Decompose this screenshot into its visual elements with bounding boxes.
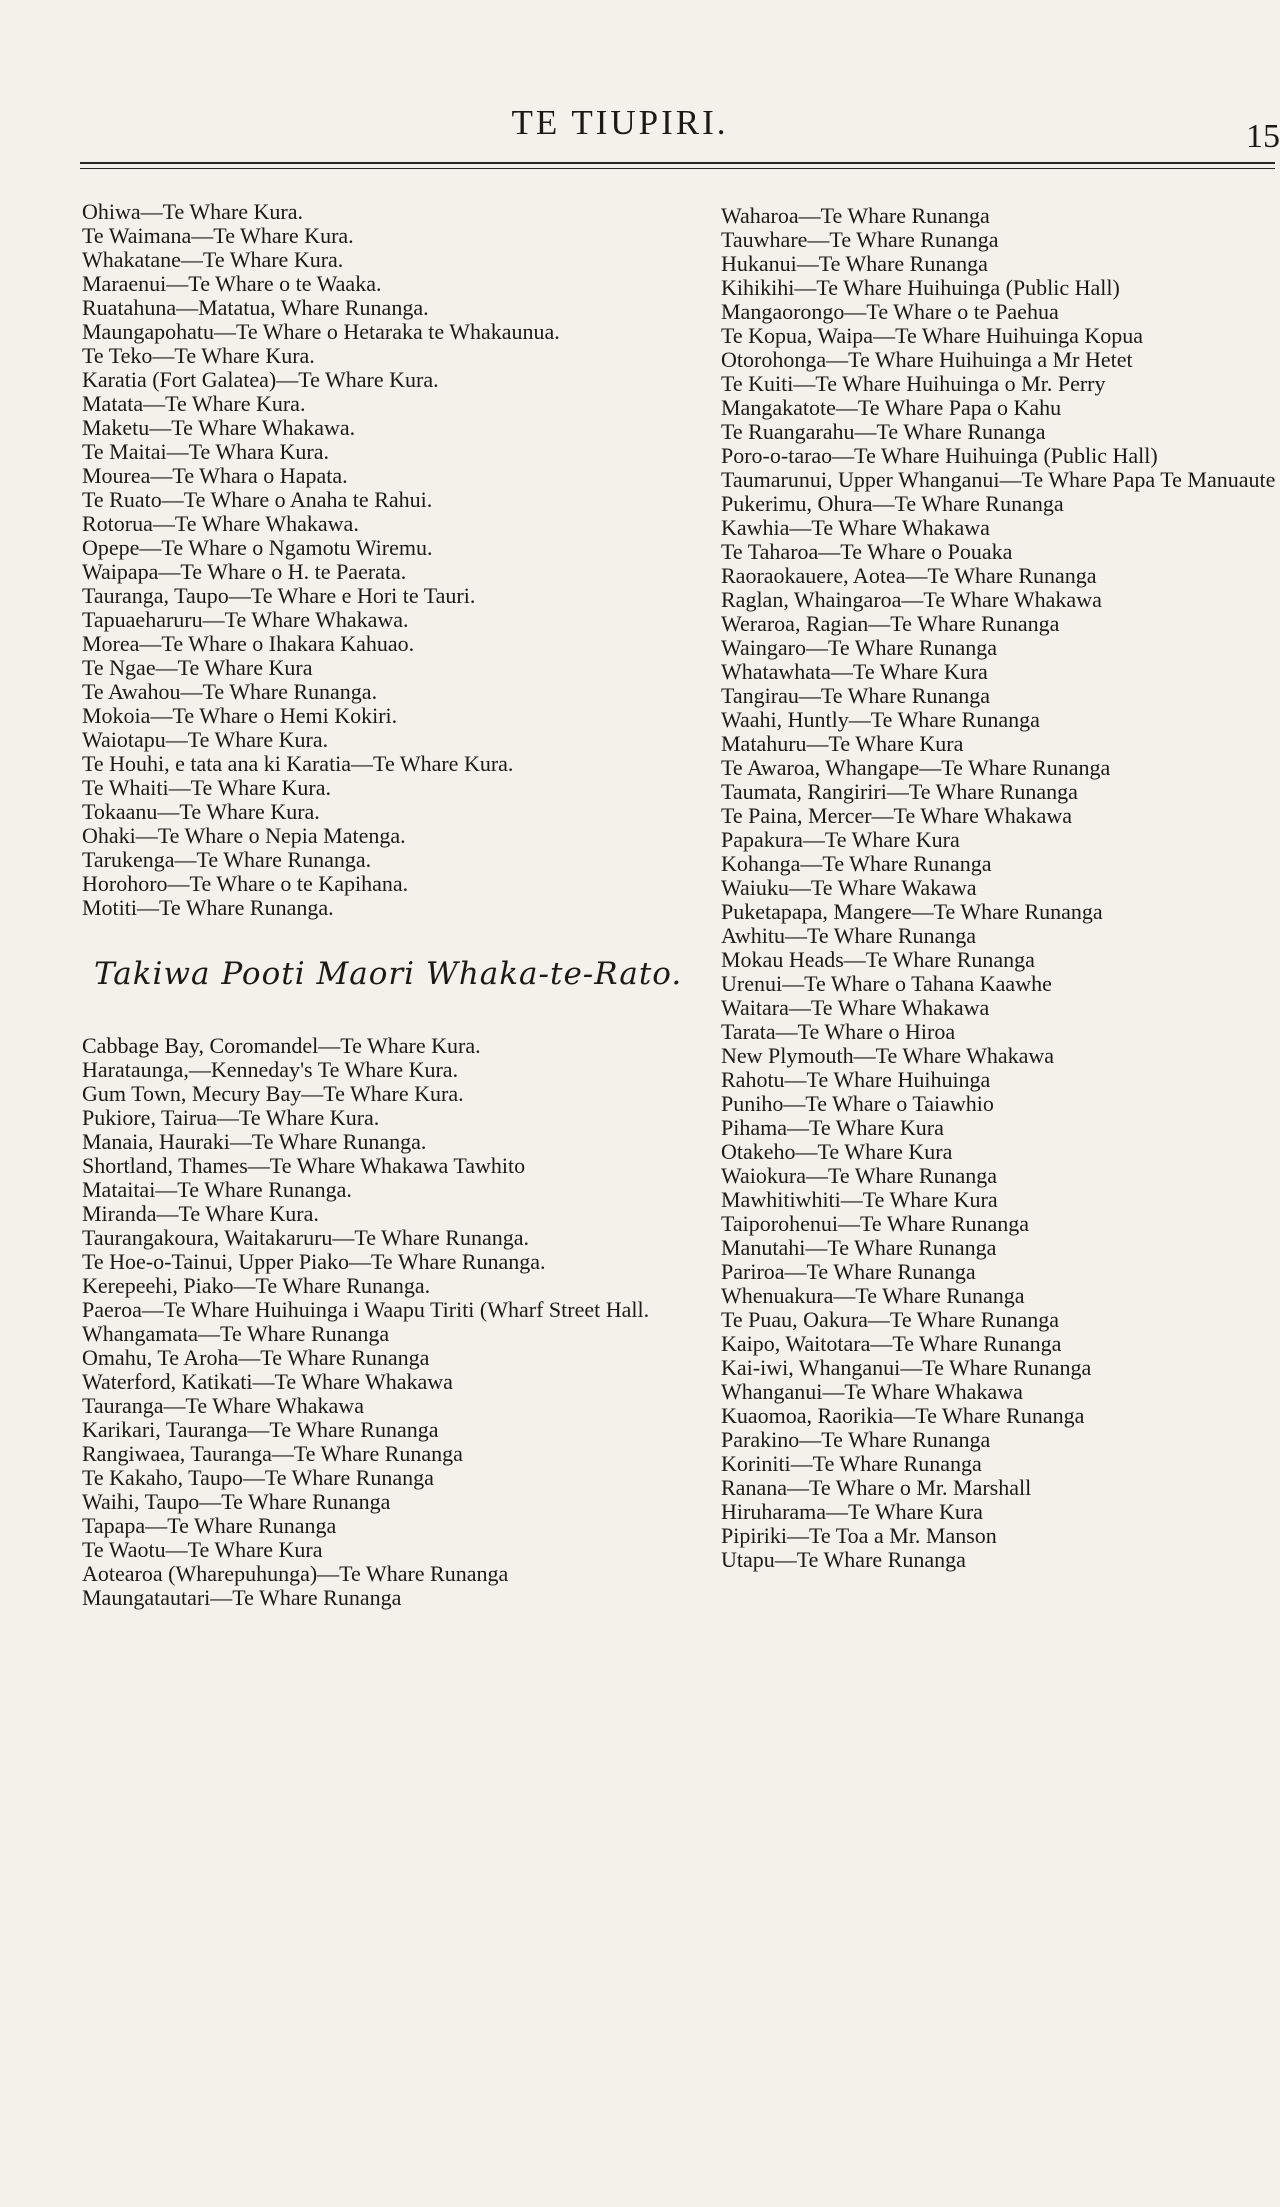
list-item: Rotorua—Te Whare Whakawa. xyxy=(82,511,359,536)
list-item: Kuaomoa, Raorikia—Te Whare Runanga xyxy=(721,1403,1085,1428)
list-item: Tauranga, Taupo—Te Whare e Hori te Tauri. xyxy=(82,583,476,608)
list-item: Whangamata—Te Whare Runanga xyxy=(82,1321,390,1346)
list-item: Maraenui—Te Whare o te Waaka. xyxy=(82,271,382,296)
list-item: Pukerimu, Ohura—Te Whare Runanga xyxy=(721,491,1064,516)
list-item: Waiuku—Te Whare Wakawa xyxy=(721,875,977,900)
list-item: Mokoia—Te Whare o Hemi Kokiri. xyxy=(82,703,398,728)
left-list-part2 xyxy=(82,1034,692,1610)
list-item: Ranana—Te Whare o Mr. Marshall xyxy=(721,1475,1032,1500)
list-item: Raoraokauere, Aotea—Te Whare Runanga xyxy=(721,563,1097,588)
list-item: Puketapapa, Mangere—Te Whare Runanga xyxy=(721,899,1103,924)
list-item: Te Puau, Oakura—Te Whare Runanga xyxy=(721,1307,1060,1332)
list-item: Otorohonga—Te Whare Huihuinga a Mr Hetet xyxy=(721,347,1133,372)
list-item: Te Ruangarahu—Te Whare Runanga xyxy=(721,419,1046,444)
list-item: Gum Town, Mecury Bay—Te Whare Kura. xyxy=(82,1081,464,1106)
left-column xyxy=(82,200,692,1610)
list-item: Waharoa—Te Whare Runanga xyxy=(721,203,990,228)
list-item: Tauranga—Te Whare Whakawa xyxy=(82,1393,364,1418)
list-item: Ohaki—Te Whare o Nepia Matenga. xyxy=(82,823,406,848)
list-item: Tapuaeharuru—Te Whare Whakawa. xyxy=(82,607,409,632)
list-item: Waterford, Katikati—Te Whare Whakawa xyxy=(82,1369,453,1394)
list-item: Kawhia—Te Whare Whakawa xyxy=(721,515,990,540)
list-item: Te Hoe-o-Tainui, Upper Piako—Te Whare Runanga. xyxy=(82,1249,546,1274)
list-item: Te Maitai—Te Whara Kura. xyxy=(82,439,329,464)
list-item: Koriniti—Te Whare Runanga xyxy=(721,1451,982,1476)
list-item: Waingaro—Te Whare Runanga xyxy=(721,635,998,660)
list-item: Maketu—Te Whare Whakawa. xyxy=(82,415,356,440)
header-rule-top xyxy=(80,162,1275,164)
list-item: Matata—Te Whare Kura. xyxy=(82,391,306,416)
list-item: Pipiriki—Te Toa a Mr. Manson xyxy=(721,1523,997,1548)
list-item: Opepe—Te Whare o Ngamotu Wiremu. xyxy=(82,535,433,560)
list-item: Whenuakura—Te Whare Runanga xyxy=(721,1283,1025,1308)
list-item: Mourea—Te Whara o Hapata. xyxy=(82,463,348,488)
list-item: Mokau Heads—Te Whare Runanga xyxy=(721,947,1035,972)
list-item: Weraroa, Ragian—Te Whare Runanga xyxy=(721,611,1060,636)
list-item: Ruatahuna—Matatua, Whare Runanga. xyxy=(82,295,429,320)
list-item: Manaia, Hauraki—Te Whare Runanga. xyxy=(82,1129,427,1154)
list-item: Ohiwa—Te Whare Kura. xyxy=(82,199,304,224)
right-column xyxy=(721,204,1280,1572)
list-item: Tangirau—Te Whare Runanga xyxy=(721,683,990,708)
list-item: Aotearoa (Wharepuhunga)—Te Whare Runanga xyxy=(82,1561,509,1586)
list-item: Waitara—Te Whare Whakawa xyxy=(721,995,990,1020)
list-item: Te Waotu—Te Whare Kura xyxy=(82,1537,323,1562)
list-item: Maungapohatu—Te Whare o Hetaraka te Whakaunua. xyxy=(82,319,560,344)
list-item: Papakura—Te Whare Kura xyxy=(721,827,960,852)
list-item: Tauwhare—Te Whare Runanga xyxy=(721,227,999,252)
list-item: Miranda—Te Whare Kura. xyxy=(82,1201,319,1226)
list-item: Parakino—Te Whare Runanga xyxy=(721,1427,991,1452)
list-item: Te Kuiti—Te Whare Huihuinga o Mr. Perry xyxy=(721,371,1106,396)
list-item: Te Whaiti—Te Whare Kura. xyxy=(82,775,332,800)
list-item: Te Kakaho, Taupo—Te Whare Runanga xyxy=(82,1465,434,1490)
list-item: Te Kopua, Waipa—Te Whare Huihuinga Kopua xyxy=(721,323,1143,348)
list-item: Raglan, Whaingaroa—Te Whare Whakawa xyxy=(721,587,1102,612)
list-item: New Plymouth—Te Whare Whakawa xyxy=(721,1043,1055,1068)
list-item: Whatawhata—Te Whare Kura xyxy=(721,659,988,684)
list-item: Horohoro—Te Whare o te Kapihana. xyxy=(82,871,409,896)
list-item: Te Ruato—Te Whare o Anaha te Rahui. xyxy=(82,487,433,512)
list-item: Waiotapu—Te Whare Kura. xyxy=(82,727,329,752)
list-item: Te Paina, Mercer—Te Whare Whakawa xyxy=(721,803,1072,828)
list-item: Puniho—Te Whare o Taiawhio xyxy=(721,1091,994,1116)
list-item: Hukanui—Te Whare Runanga xyxy=(721,251,988,276)
list-item: Tapapa—Te Whare Runanga xyxy=(82,1513,337,1538)
list-item: Tarata—Te Whare o Hiroa xyxy=(721,1019,956,1044)
list-item: Rangiwaea, Tauranga—Te Whare Runanga xyxy=(82,1441,463,1466)
list-item: Waipapa—Te Whare o H. te Paerata. xyxy=(82,559,407,584)
list-item: Shortland, Thames—Te Whare Whakawa Tawhito xyxy=(82,1153,526,1178)
list-item: Cabbage Bay, Coromandel—Te Whare Kura. xyxy=(82,1033,481,1058)
list-item: Te Houhi, e tata ana ki Karatia—Te Whare Kura. xyxy=(82,751,514,776)
list-item: Whakatane—Te Whare Kura. xyxy=(82,247,344,272)
list-item: Pariroa—Te Whare Runanga xyxy=(721,1259,976,1284)
list-item: Urenui—Te Whare o Tahana Kaawhe xyxy=(721,971,1052,996)
list-item: Manutahi—Te Whare Runanga xyxy=(721,1235,997,1260)
list-item: Mawhitiwhiti—Te Whare Kura xyxy=(721,1187,998,1212)
list-item: Mangakatote—Te Whare Papa o Kahu xyxy=(721,395,1062,420)
list-item: Waiokura—Te Whare Runanga xyxy=(721,1163,998,1188)
list-item: Kihikihi—Te Whare Huihuinga (Public Hall) xyxy=(721,275,1120,300)
list-item: Taumarunui, Upper Whanganui—Te Whare Papa Te Manuaute xyxy=(721,467,1276,492)
left-list-part1 xyxy=(82,200,692,920)
list-item: Te Awahou—Te Whare Runanga. xyxy=(82,679,378,704)
page-title: TE TIUPIRI. xyxy=(511,103,729,142)
list-item: Kaipo, Waitotara—Te Whare Runanga xyxy=(721,1331,1062,1356)
list-item: Matahuru—Te Whare Kura xyxy=(721,731,964,756)
list-item: Kerepeehi, Piako—Te Whare Runanga. xyxy=(82,1273,431,1298)
list-item: Taiporohenui—Te Whare Runanga xyxy=(721,1211,1030,1236)
list-item: Kai-iwi, Whanganui—Te Whare Runanga xyxy=(721,1355,1092,1380)
list-item: Otakeho—Te Whare Kura xyxy=(721,1139,953,1164)
right-list xyxy=(721,204,1280,1572)
list-item: Waihi, Taupo—Te Whare Runanga xyxy=(82,1489,391,1514)
list-item: Kohanga—Te Whare Runanga xyxy=(721,851,992,876)
list-item: Harataunga,—Kenneday's Te Whare Kura. xyxy=(82,1057,459,1082)
header-rule-bottom xyxy=(80,168,1275,169)
list-item: Te Awaroa, Whangape—Te Whare Runanga xyxy=(721,755,1111,780)
section-heading: Takiwa Pooti Maori Whaka-te-Rato. xyxy=(94,956,683,992)
list-item: Taumata, Rangiriri—Te Whare Runanga xyxy=(721,779,1078,804)
list-item: Mangaorongo—Te Whare o te Paehua xyxy=(721,299,1059,324)
list-item: Omahu, Te Aroha—Te Whare Runanga xyxy=(82,1345,430,1370)
list-item: Poro-o-tarao—Te Whare Huihuinga (Public Hall) xyxy=(721,443,1158,468)
list-item: Te Ngae—Te Whare Kura xyxy=(82,655,313,680)
list-item: Te Waimana—Te Whare Kura. xyxy=(82,223,354,248)
list-item: Maungatautari—Te Whare Runanga xyxy=(82,1585,402,1610)
list-item: Rahotu—Te Whare Huihuinga xyxy=(721,1067,991,1092)
list-item: Tarukenga—Te Whare Runanga. xyxy=(82,847,372,872)
list-item: Morea—Te Whare o Ihakara Kahuao. xyxy=(82,631,415,656)
list-item: Motiti—Te Whare Runanga. xyxy=(82,895,334,920)
list-item: Awhitu—Te Whare Runanga xyxy=(721,923,977,948)
list-item: Whanganui—Te Whare Whakawa xyxy=(721,1379,1023,1404)
list-item: Waahi, Huntly—Te Whare Runanga xyxy=(721,707,1040,732)
list-item: Taurangakoura, Waitakaruru—Te Whare Runanga. xyxy=(82,1225,529,1250)
list-item: Pukiore, Tairua—Te Whare Kura. xyxy=(82,1105,380,1130)
list-item: Te Taharoa—Te Whare o Pouaka xyxy=(721,539,1013,564)
list-item: Te Teko—Te Whare Kura. xyxy=(82,343,315,368)
page-number: 15 xyxy=(1246,118,1280,155)
list-item: Mataitai—Te Whare Runanga. xyxy=(82,1177,352,1202)
list-item: Karikari, Tauranga—Te Whare Runanga xyxy=(82,1417,439,1442)
list-item: Hiruharama—Te Whare Kura xyxy=(721,1499,983,1524)
list-item: Utapu—Te Whare Runanga xyxy=(721,1547,966,1572)
list-item: Tokaanu—Te Whare Kura. xyxy=(82,799,320,824)
list-item: Karatia (Fort Galatea)—Te Whare Kura. xyxy=(82,367,439,392)
list-item: Pihama—Te Whare Kura xyxy=(721,1115,944,1140)
list-item: Paeroa—Te Whare Huihuinga i Waapu Tiriti (Wharf Street Hall. xyxy=(82,1297,650,1322)
